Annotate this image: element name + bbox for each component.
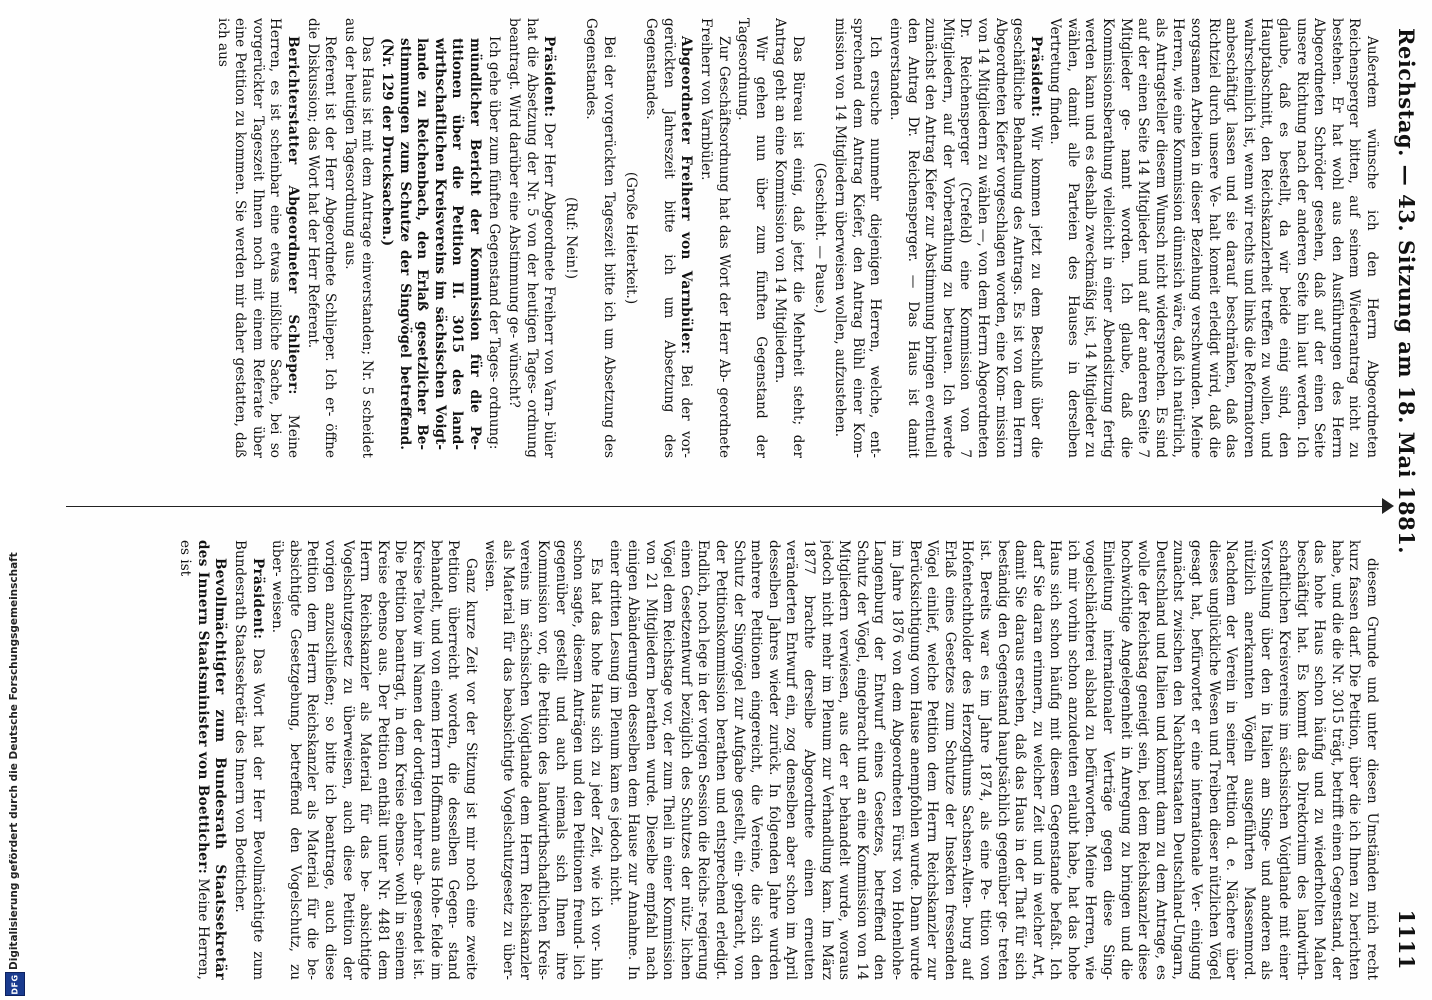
left-text-column	[80, 18, 1380, 458]
interjection	[621, 18, 639, 458]
paragraph-text: Meine Herren, es ist scheinbar eine etwas mißliche Sache, bei so vorgerückter Tageszeit Ihnen noch mit einem Referate über eine Petition zu kommen. Sie werden mir daher gestatten, daß ich aus	[214, 18, 301, 458]
paragraph-text: Meine Herren, es ist	[177, 540, 211, 980]
paragraph-text: Das Büreau ist einig, daß jetzt die Mehrheit steht; der Antrag geht an eine Kommission von 14 Mitgliedern.	[772, 18, 806, 458]
dfg-logo-icon	[5, 972, 25, 996]
paragraph-text: (Geschieht. — Pause.)	[811, 162, 828, 314]
paragraph-text: Außerdem wünsche ich den Herrn Abgeordneten Reichensperger bitten, auf seinem Wiederantrag nicht zu bestehen. Er hat wohl aus den Ausführungen des Herrn Abgeordneten Schröder gesehen, daß auf der einen Seite unsere Richtung nach der anderen Seite hin laut werden. Ich glaube, daß es bestellt, da wir beide einig sind, den Hauptabschnitt, den Reichskanzlerheit treffen zu wollen, und wahrscheinlich ist, wenn wir rechts und links die Reformatoren anbeschäftigt lassen und sie darauf beschränken, daß das Richtziel durch unsere Ve- halt komeit erledigt wird, daß die sorgsamen Arbeiten in dieser Beziehung verschwunden. Meine Herren, wie eine Kommission dünnsich wäre, daß ich natürlich, als Antragsteller diesem Wunsch nicht widersprechen. Es sind auf der einen Seite 14 Mitglieder und auf der anderen Seite 7 Mitglieder ge- nannt worden. Ich glaube, daß die Kommissionsberathung vielleicht in einer Abendsitzung fertig werden kann und es deshalb zweckmäßig ist, 14 Mitglieder zu wählen, damit alle Parteien des Hauses in derselben Vertretung finden.	[1047, 18, 1380, 458]
paragraph-text: Ich gehe über zum fünften Gegenstand der Tages- ordnung:	[486, 36, 503, 450]
speaker-label: Präsident:	[541, 36, 558, 118]
paragraph	[582, 18, 617, 458]
paragraph-text: Bei der vor- gerückten Jahreszeit bitte ich um Absetzung des Gegenstandes.	[643, 18, 695, 458]
paragraph-text: Wir kommen jetzt zu dem Beschluß über die geschäftliche Behandlung des Antrags. Es ist von dem Herrn Abgeordneten Kiefer vorgeschlagen worden, eine Kom- mission von 14 Mitgliedern zu wählen —, von dem Herrn Abgeordneten Dr. Reichensperger (Crefeld) eine Kommission von 7 Mitgliedern, auf der Vorberathung zu betrauen. Ich werde zunächst den Antrag Kiefer zur Abstimmung bringen eventuell den Antrag Dr. Reichensperger. — Das Haus ist damit einverstanden.	[886, 18, 1044, 458]
paragraph	[831, 18, 884, 458]
paragraph	[303, 18, 338, 458]
paragraph	[213, 18, 301, 458]
interjection	[561, 18, 579, 458]
paragraph-text: (Ruf: Nein!)	[562, 196, 579, 280]
paragraph	[268, 540, 479, 980]
paragraph	[176, 540, 229, 980]
digitization-credit-text: Digitalisierung gefördert durch die Deutsche Forschungsgemeinschaft	[8, 552, 20, 970]
interjection	[810, 18, 828, 458]
paragraph-text: Das Haus ist mit dem Antrage einverstanden; Nr. 5 scheidet aus der heutigen Tagesordnung aus.	[341, 18, 376, 458]
paragraph	[885, 18, 1043, 458]
paragraph-text: Ich ersuche nunmehr diejenigen Herren, welche, ent- sprechend dem Antrag Kiefer, den Antrag Bühl einer Kom- mission von 14 Mitgliedern überweisen wollen, aufzustehen.	[832, 18, 884, 458]
running-title: Reichstag. — 43. Sitzung am 18. Mai 1881.	[1394, 28, 1419, 555]
paragraph-text: Es hat das hohe Haus sich zu jeder Zeit, wie ich vor- hin schon sagte, diesem Anträgen und den Petitionen freund- lich gegenüber gestellt und auch niemals sich Ihnen ihre Kommission vor, die Petition des landwirthschaftlichen Kreis- vereins im sächsischen Voigtlande dem Herrn Reichskanzler als Material für das beabsichtigte Vogelschutzgesetz zu über- weisen.	[482, 540, 604, 980]
paragraph	[606, 540, 1380, 980]
digitization-credit-strip	[0, 0, 30, 1000]
dfg-logo-text: DFG	[10, 973, 20, 995]
paragraph-text: diesem Grunde und unter diesen Umständen mich recht kurz fassen darf. Die Petition, über die ich Ihnen zu berichten habe, und die die Nr. 3015 trägt, betrifft einen Gegenstand, der das hohe Haus schon häufig und zu wiederholten Malen beschäftigt hat. Es kommt das Direktorium des landwirth- schaftlichen Kreisvereins im sächsischen Voigtlande mit einer Vorstellung über den in Italien am Singe- und anderen als nützlich anerkannten Vögeln ausgeführten Massenmord. Nachdem der Verein in seiner Petition d. e. Nächere über dieses unglückliche Wesen und Treiben dieser nützlichen Vögel gesagt hat, befürwortet er eine internationale Ver- einigung zunächst zwischen den Nachbarstaaten Deutschland-Ungarn, Deutschland und Italien und kommt dann zu dem Antrage, es wolle der Reichstag geneigt sein, bei dem Reichskanzler diese hochwichtige Angelegenheit in Anregung zu bringen und die Einleitung internationaler Verträge gegen diese Sing- vogelschlächterei alsbald zu befürworten. Meine Herren, wie ich mir vorhin schon anzudeuten erlaubt habe, hat das hohe Haus sich schon häufig mit diesem Gegenstande befaßt. Ich darf Sie daran erinnern, zu welcher Zeit und in welcher Art, damit Sie daraus ersehen, daß das Haus in der That für sich beständig den Gegenstand hauptsächlich gegenüber ge- treten ist. Bereits war es im Jahre 1874, als eine Pe- tition von Hofentechtholder des Herzogthums Sachsen-Alten- burg auf Erlaß eines Gesetzes zum Schutze der Insekten fressenden Vögel einlief, welche Petition dem Herrn Reichskanzler zur Berücksichtigung vom Hause anempfohlen wurde. Dann wurde im Jahre 1876 von dem Abgeordneten Fürst von Hohenlohe-Langenburg der Entwurf eines Gesetzes, betreffend den Schutz der Vögel, eingebracht und an eine Kommission von 14 Mitgliedern verwiesen, aus der er behandelt wurde, woraus jedoch nicht mehr im Plenum zur Verhandlung kam. Im März 1877 brachte derselbe Abgeordnete einen erneuten veränderten Entwurf ein, zog denselben aber schon im April desselben Jahres wieder zurück. In folgenden Jahre wurden mehrere Petitionen eingereicht, die Vereine, die sich den Schutz der Singvögel zur Aufgabe gestellt, ein- gebracht, von der Petitionskommission berathen und entsprechend erledigt. Endlich, noch lege in der vorigen Session die Reichs- regierung einen Gesetzentwurf bezüglich des Schutzes der nütz- lichen Vögel dem Reichstage vor, der zum Theil in einer Kommission von 21 Mitgliedern berathen wurde. Dieselbe empfahl nach einigen Abänderungen desselben dem Hause zur Annahme. In einer dritten Lesung im Plenum kam es jedoch nicht.	[607, 540, 1380, 980]
right-text-column	[80, 540, 1380, 980]
report-heading	[377, 18, 483, 458]
paragraph	[642, 18, 695, 458]
paragraph	[771, 18, 806, 458]
speaker-label: Präsident:	[1027, 36, 1044, 118]
speaker-label: Abgeordneter Freiherr von Varnbüler:	[678, 36, 695, 355]
paragraph	[505, 18, 558, 458]
paragraph	[340, 18, 375, 458]
paragraph	[696, 18, 731, 458]
speaker-label: Präsident:	[249, 558, 266, 640]
paragraph-text: Das Wort hat der Herr Bevollmächtigte zum Bundesrath Staatssekretär des Innern von Boetticher.	[232, 540, 266, 980]
paragraph-text: Der Herr Abgeordnete Freiherr von Varn- büler hat die Absetzung der Nr. 5 von der heutigen Tages- ordnung beantragt. Wird darüber eine Abstimmung ge- wünscht?	[506, 18, 558, 458]
paragraph-text: Ganz kurze Zeit vor der Sitzung ist mir noch eine zweite Petition überreicht worden, die desselben Gegen- stand behandelt, und von einem Herrn Hoffmann aus Hohe- felde im Kreise Teltow im Namen der dortigen Lehrer ab- gesendet ist. Die Petition beantragt, in dem Kreise ebenso- wohl in seinem Kreise ebenso aus. Der Petition enthält unter Nr. 4481 dem Herrn Reichskanzler als Material für das be- absichtigte Vogelschutzgesetz zu überweisen, auch diese Petition der vorigen anzuschließen; so bitte ich beantrage, auch diese Petition dem Herrn Reichskanzler als Material für die be- absichtigte Gesetzgebung, betreffend den Vogelschutz, zu über- weisen.	[269, 540, 479, 980]
paragraph-text: Bei der vorgerückten Tageszeit bitte ich um Absetzung des Gegenstandes.	[583, 18, 618, 458]
column-divider	[66, 506, 1386, 507]
paragraph-text: Zur Geschäftsordnung hat das Wort der Herr Ab- geordnete Freiherr von Varnbüler.	[698, 18, 732, 458]
page-number: 1111	[1394, 909, 1419, 970]
paragraph-text: mündlicher Bericht der Kommission für die Pe- titionen über die Petition II. 3015 des land- wirthschaftlichen Kreisvereins im sächsischen Voigt- lande zu Reichenbach, den Erlaß gesetzlicher Be- stimmungen zum Schutze der Singvögel betreffend. (Nr. 129 der Drucksachen.)	[378, 38, 483, 450]
paragraph	[1046, 18, 1380, 458]
rotated-page-content	[60, 0, 1432, 1000]
paragraph	[734, 18, 769, 458]
paragraph	[481, 540, 604, 980]
speaker-label: Bevollmächtigter zum Bundesrath Staatssekretär des Innern Staatsminister von Boetticher:	[194, 540, 229, 980]
speaker-label: Berichterstatter Abgeordneter Schlieper:	[284, 36, 301, 395]
paragraph	[230, 540, 265, 980]
paragraph	[485, 18, 503, 458]
paragraph-text: (Große Heiterkeit.)	[622, 171, 639, 305]
paragraph-text: Referent ist der Herr Abgeordnete Schlieper. Ich er- öffne die Diskussion; das Wort hat der Herr Referent.	[304, 18, 339, 458]
paragraph-text: Wir gehen nun über zum fünften Gegenstand der Tagesordnung.	[735, 18, 769, 458]
